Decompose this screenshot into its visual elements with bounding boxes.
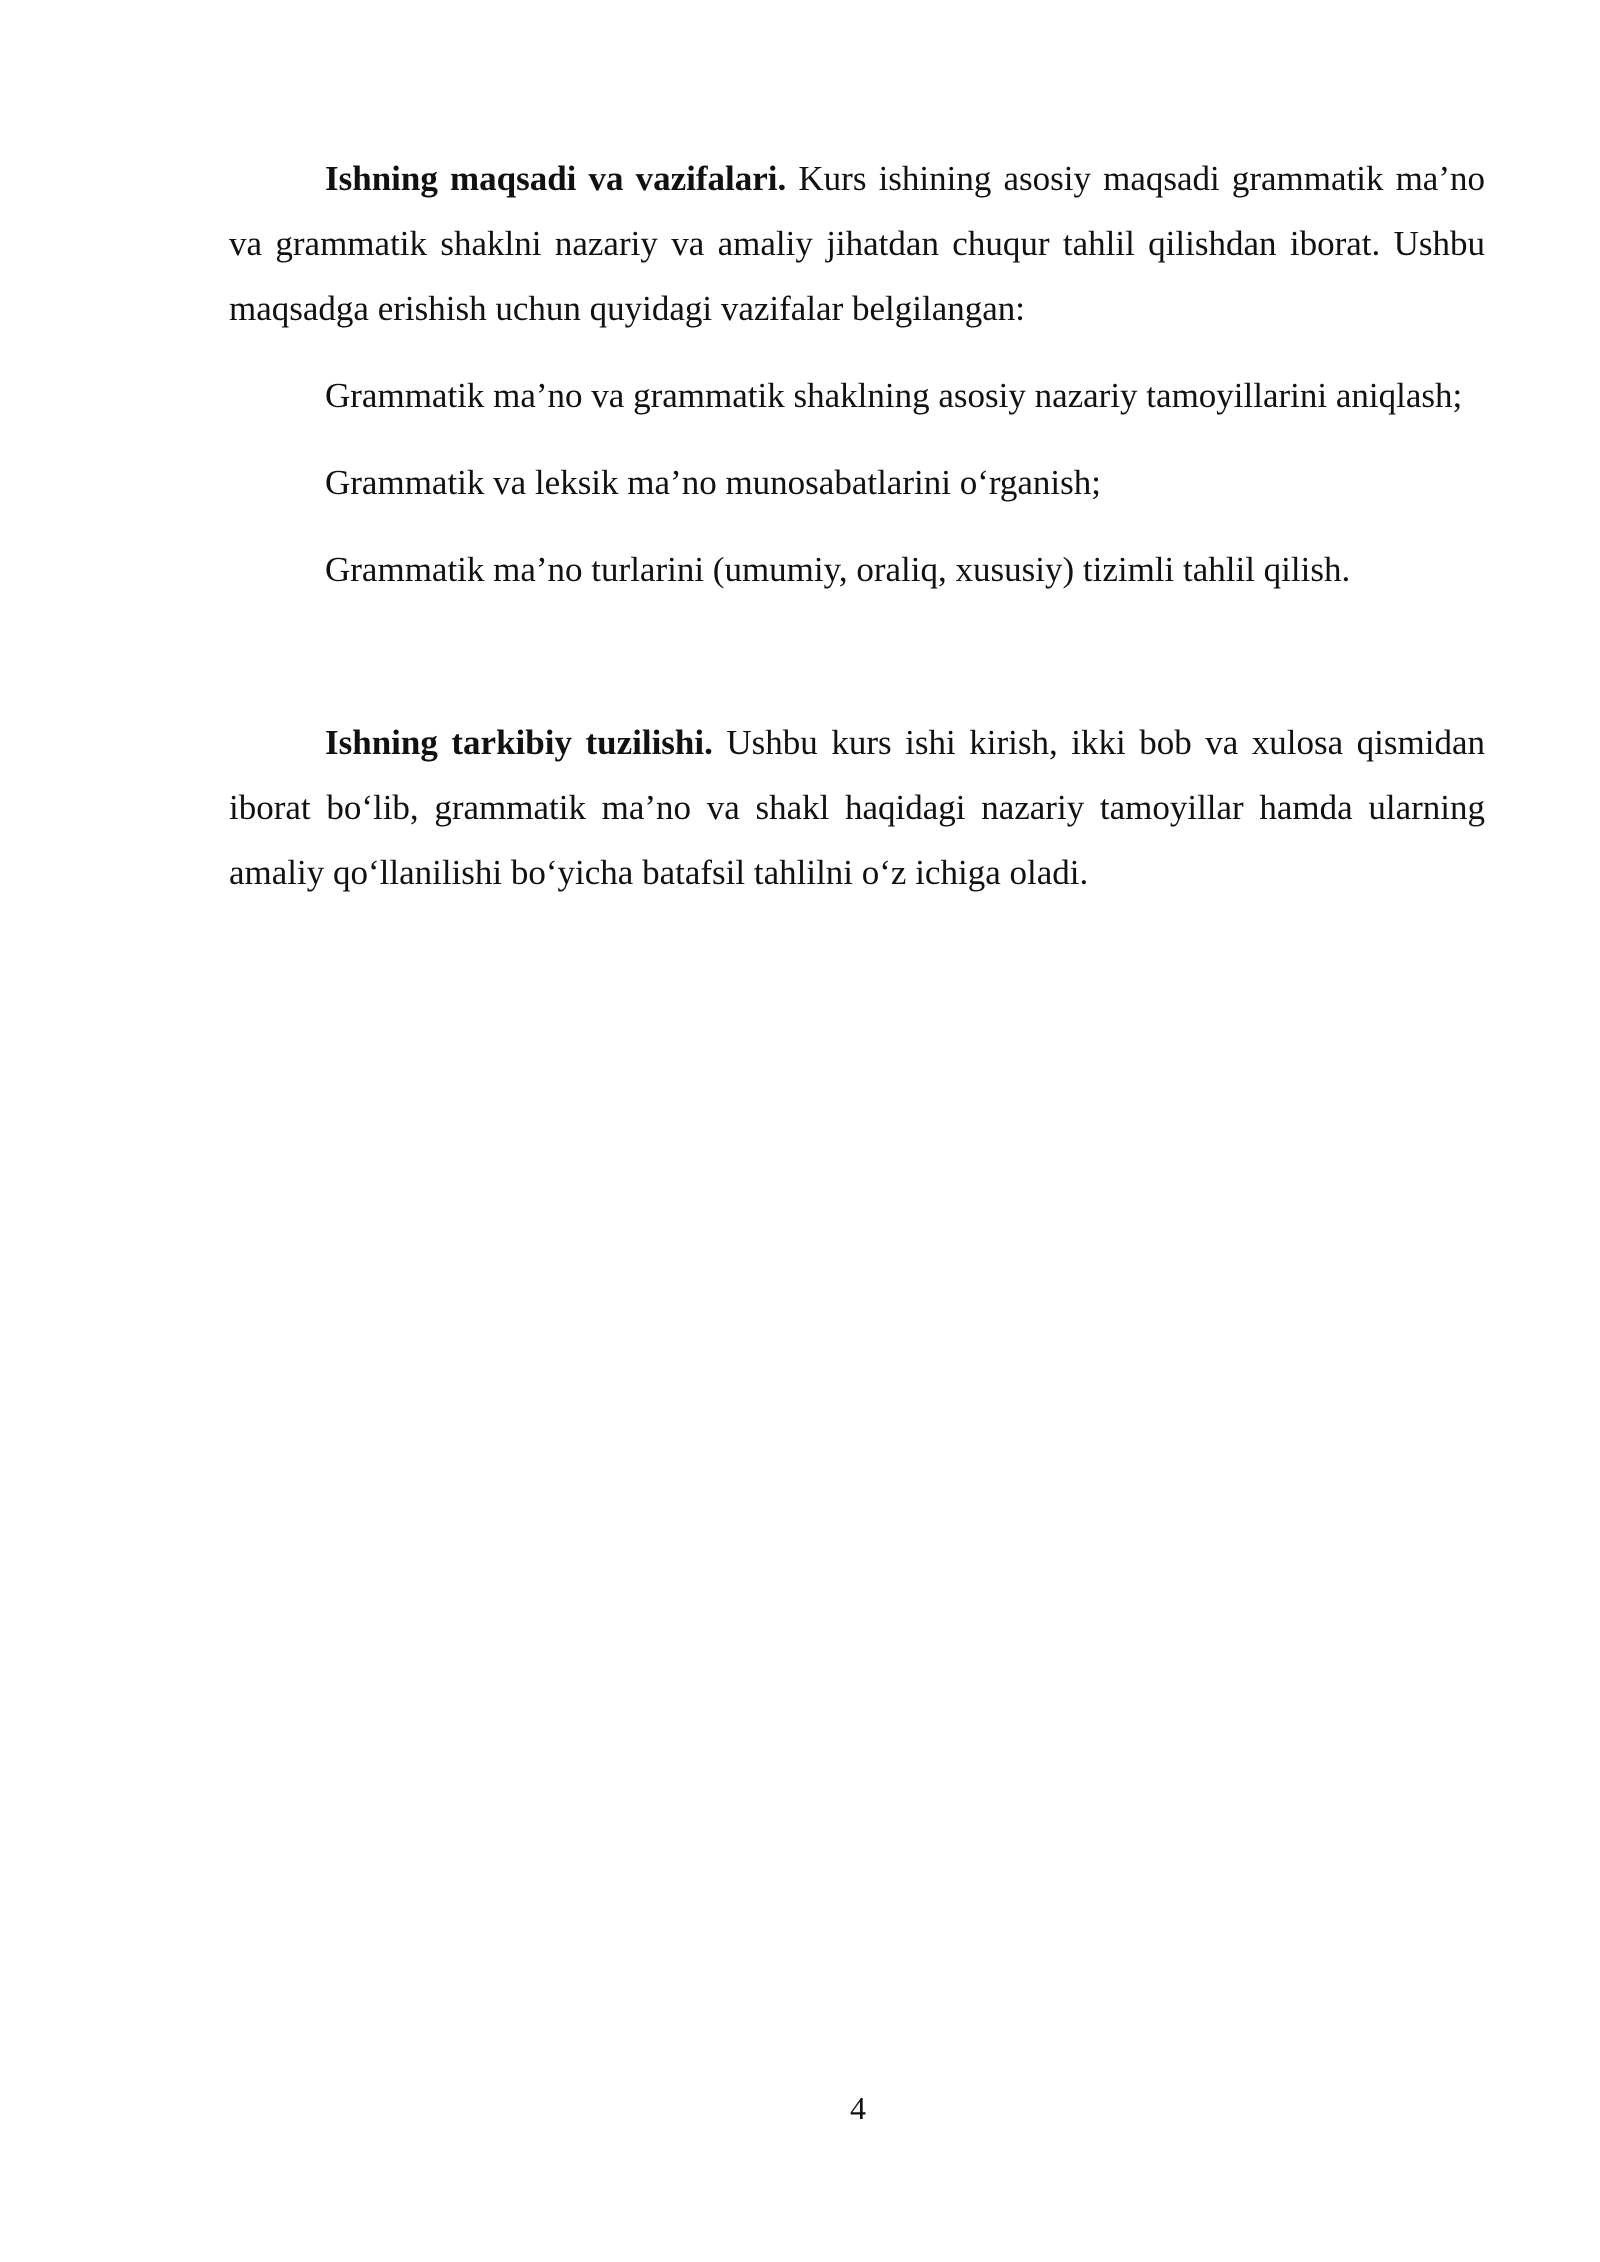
goals-heading: Ishning maqsadi va vazifalari. (325, 159, 787, 198)
page-content (229, 146, 1485, 905)
goals-text: Kurs ishining asosiy maqsadi grammatik ma’no va grammatik shaklni nazariy va amaliy jihatdan chuqur tahlil qilishdan iborat. Ushbu maqsadga erishish uchun quyidagi vazifalar belgilangan: (229, 159, 1485, 328)
task-item-2: Grammatik va leksik ma’no munosabatlarini o‘rganish; (325, 463, 1101, 502)
task-item-1: Grammatik ma’no va grammatik shaklning asosiy nazariy tamoyillarini aniqlash; (325, 376, 1463, 415)
structure-heading: Ishning tarkibiy tuzilishi. (325, 723, 713, 762)
structure-paragraph (229, 710, 1485, 905)
task-item-3: Grammatik ma’no turlarini (umumiy, oraliq, xususiy) tizimli tahlil qilish. (325, 550, 1351, 589)
structure-text: Ushbu kurs ishi kirish, ikki bob va xulosa qismidan iborat bo‘lib, grammatik ma’no va shakl haqidagi nazariy tamoyillar hamda ularning amaliy qo‘llanilishi bo‘yicha batafsil tahlilni o‘z ichiga oladi. (229, 723, 1486, 892)
page-number: 4 (850, 2090, 866, 2126)
goals-paragraph (229, 146, 1485, 341)
